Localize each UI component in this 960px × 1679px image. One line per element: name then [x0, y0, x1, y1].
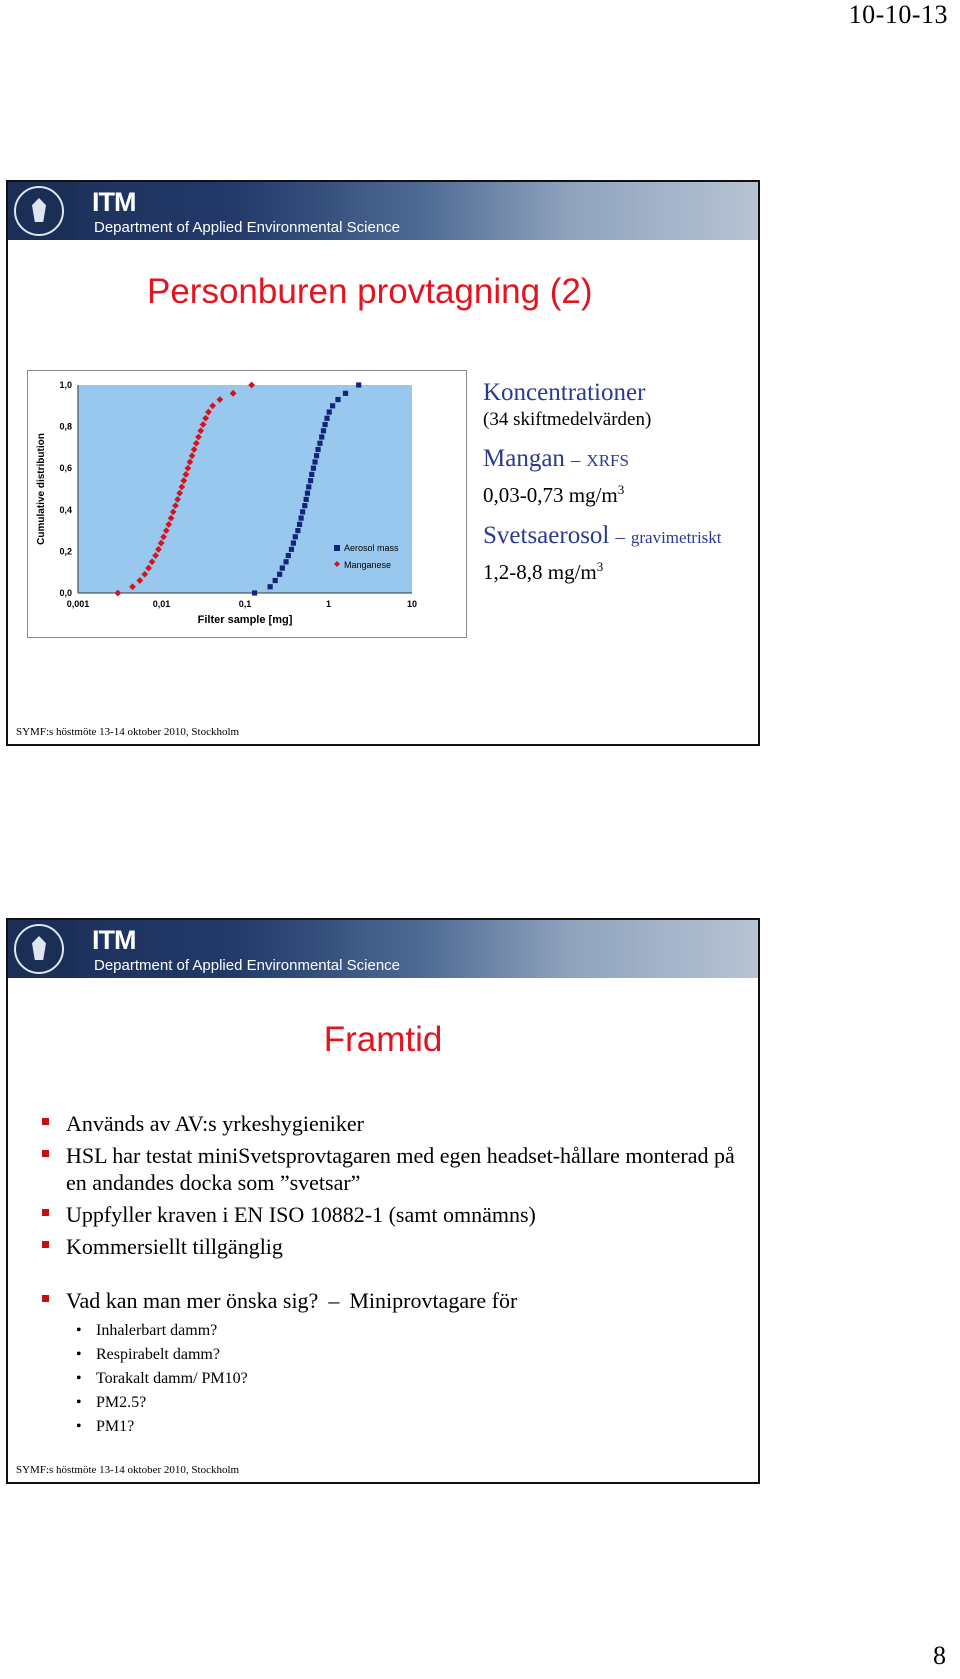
concentrations-panel	[483, 378, 753, 586]
department-name: Department of Applied Environmental Science	[94, 957, 401, 974]
sub-bullet-text: Inhalerbart damm?	[96, 1322, 218, 1339]
university-logo-icon	[8, 182, 76, 240]
x-axis-title: Filter sample [mg]	[197, 614, 293, 626]
data-point-aerosol-mass	[280, 565, 285, 570]
data-point-aerosol-mass	[327, 409, 332, 414]
y-axis-title: Cumulative distribution	[36, 433, 47, 545]
data-point-aerosol-mass	[330, 403, 335, 408]
y-tick-label: 1,0	[59, 380, 72, 390]
data-point-aerosol-mass	[293, 534, 298, 539]
data-point-aerosol-mass	[315, 447, 320, 452]
slide-footer: SYMF:s höstmöte 13-14 oktober 2010, Stockholm	[16, 1464, 240, 1476]
dot-bullet-icon: •	[76, 1346, 82, 1363]
bullet-text: Kommersiellt tillgänglig	[66, 1234, 283, 1259]
data-point-aerosol-mass	[268, 584, 273, 589]
data-point-aerosol-mass	[286, 553, 291, 558]
sub-bullet-item	[38, 1343, 748, 1367]
dot-bullet-icon: •	[76, 1418, 82, 1435]
sub-bullet-text: Respirabelt damm?	[96, 1346, 220, 1363]
y-tick-label: 0,4	[59, 504, 72, 515]
slide-banner	[8, 182, 758, 240]
square-bullet-icon	[42, 1150, 49, 1157]
data-point-aerosol-mass	[335, 397, 340, 402]
slide-personburen	[6, 180, 760, 746]
dot-bullet-icon: •	[76, 1322, 82, 1339]
data-point-aerosol-mass	[289, 547, 294, 552]
bullet-list	[38, 1110, 748, 1439]
sub-bullet-item	[38, 1367, 748, 1391]
dot-bullet-icon: •	[76, 1394, 82, 1411]
concentrations-heading: Koncentrationer	[483, 379, 646, 406]
slide-title: Framtid	[323, 1020, 443, 1059]
data-point-aerosol-mass	[304, 497, 309, 502]
mangan-range-row	[483, 476, 753, 509]
data-point-aerosol-mass	[252, 590, 257, 595]
dot-bullet-icon: •	[76, 1370, 82, 1387]
bullet-item	[38, 1110, 748, 1137]
data-point-aerosol-mass	[277, 572, 282, 577]
data-point-aerosol-mass	[311, 466, 316, 471]
itm-logo-text: ITM	[92, 925, 136, 955]
bullet-item-question	[38, 1287, 748, 1314]
y-tick-label: 0,2	[59, 546, 72, 557]
page-date: 10-10-13	[848, 0, 948, 29]
legend-marker-aerosol	[334, 545, 340, 551]
svets-range: 1,2-8,8 mg/m	[483, 560, 597, 584]
page-number: 8	[933, 1641, 946, 1670]
y-tick-label: 0,0	[59, 588, 72, 598]
data-point-aerosol-mass	[302, 503, 307, 508]
mangan-range: 0,03-0,73 mg/m	[483, 483, 618, 507]
bullet-text: Uppfyller kraven i EN ISO 10882-1 (samt omnämns)	[66, 1202, 536, 1227]
x-tick-label: 0,001	[66, 599, 90, 609]
data-point-aerosol-mass	[321, 428, 326, 433]
concentrations-note: (34 skiftmedelvärden)	[483, 409, 652, 430]
svets-method: gravimetriskt	[630, 528, 722, 547]
question-text: Vad kan man mer önska sig?	[66, 1288, 319, 1313]
data-point-aerosol-mass	[356, 382, 361, 387]
svets-row	[483, 521, 753, 553]
sub-bullet-item	[38, 1391, 748, 1415]
data-point-aerosol-mass	[305, 491, 310, 496]
y-tick-label: 0,6	[59, 463, 72, 474]
data-point-aerosol-mass	[283, 559, 288, 564]
data-point-aerosol-mass	[300, 509, 305, 514]
data-point-aerosol-mass	[306, 484, 311, 489]
department-name: Department of Applied Environmental Science	[94, 219, 401, 236]
sub-bullet-text: Torakalt damm/ PM10?	[96, 1370, 248, 1387]
square-bullet-icon	[42, 1295, 49, 1302]
x-tick-label: 0,1	[238, 599, 252, 609]
question-answer: Miniprovtagare för	[349, 1288, 518, 1313]
data-point-aerosol-mass	[314, 453, 319, 458]
itm-logo-text: ITM	[92, 187, 136, 217]
bullet-item	[38, 1201, 748, 1228]
data-point-aerosol-mass	[309, 472, 314, 477]
data-point-aerosol-mass	[324, 416, 329, 421]
dash-separator: –	[328, 1288, 340, 1313]
data-point-aerosol-mass	[317, 441, 322, 446]
square-bullet-icon	[42, 1118, 49, 1125]
sub-bullet-item	[38, 1319, 748, 1343]
dash-separator: –	[570, 450, 581, 471]
data-point-aerosol-mass	[297, 522, 302, 527]
y-tick-label: 0,8	[59, 421, 72, 432]
data-point-aerosol-mass	[343, 391, 348, 396]
x-tick-label: 10	[406, 599, 418, 609]
university-logo-icon	[8, 920, 76, 978]
data-point-aerosol-mass	[308, 478, 313, 483]
sub-bullet-text: PM2.5?	[96, 1394, 147, 1411]
bullet-item	[38, 1142, 748, 1196]
legend-label: Manganese	[344, 560, 392, 570]
slide-title: Personburen provtagning (2)	[147, 272, 593, 311]
data-point-aerosol-mass	[295, 528, 300, 533]
data-point-aerosol-mass	[312, 459, 317, 464]
square-bullet-icon	[42, 1241, 49, 1248]
svets-label: Svetsaerosol	[483, 522, 610, 549]
data-point-aerosol-mass	[322, 422, 327, 427]
sub-bullet-text: PM1?	[96, 1418, 135, 1435]
dash-separator: –	[615, 527, 625, 548]
mangan-label: Mangan	[483, 445, 565, 472]
mangan-method: XRFS	[586, 451, 629, 470]
bullet-item	[38, 1233, 748, 1260]
x-tick-label: 1	[325, 599, 332, 609]
bullet-text: Används av AV:s yrkeshygieniker	[66, 1111, 364, 1136]
chart-svg	[28, 371, 466, 637]
mangan-exponent: 3	[617, 482, 625, 497]
data-point-aerosol-mass	[291, 540, 296, 545]
bullet-text: HSL har testat miniSvetsprovtagaren med egen headset-hållare monterad på en andandes docka som ”svetsar”	[66, 1143, 735, 1195]
legend-label: Aerosol mass	[344, 543, 399, 553]
cumulative-distribution-chart	[27, 370, 467, 638]
square-bullet-icon	[42, 1209, 49, 1216]
slide-banner	[8, 920, 758, 978]
svets-range-row	[483, 553, 753, 586]
data-point-aerosol-mass	[273, 578, 278, 583]
x-tick-label: 0,01	[152, 599, 171, 609]
mangan-row	[483, 444, 753, 476]
svets-exponent: 3	[596, 559, 604, 574]
slide-framtid	[6, 918, 760, 1484]
data-point-aerosol-mass	[319, 434, 324, 439]
slide-footer: SYMF:s höstmöte 13-14 oktober 2010, Stockholm	[16, 726, 240, 738]
data-point-aerosol-mass	[299, 516, 304, 521]
sub-bullet-item	[38, 1415, 748, 1439]
